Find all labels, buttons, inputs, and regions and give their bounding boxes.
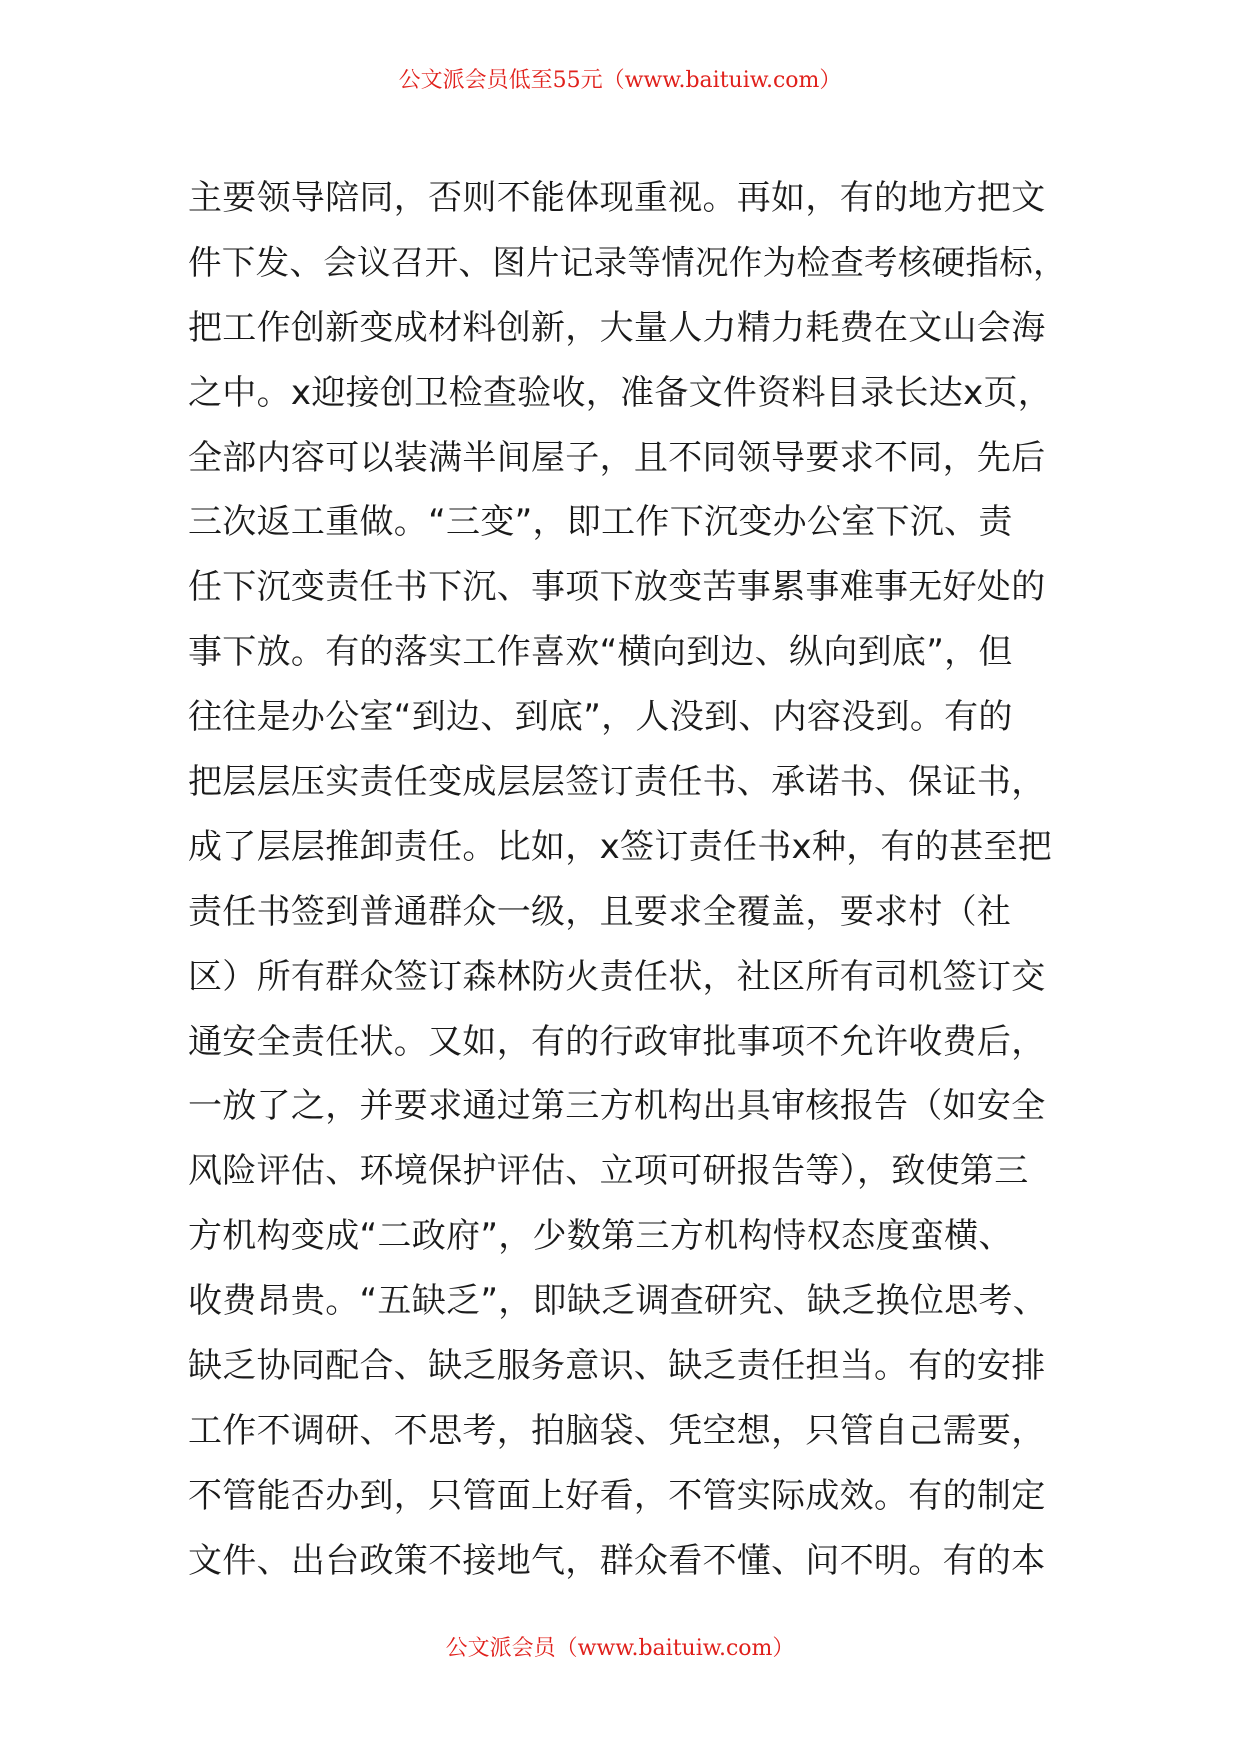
text-line: 三次返工重做。“三变”，即工作下沉变办公室下沉、责 [188,502,1013,543]
text-line: 一放了之，并要求通过第三方机构出具审核报告（如安全 [188,1086,1046,1127]
text-line: 任下沉变责任书下沉、事项下放变苦事累事难事无好处的 [188,567,1046,608]
text-line: 不管能否办到，只管面上好看，不管实际成效。有的制定 [188,1475,1046,1516]
text-line: 方机构变成“二政府”，少数第三方机构恃权态度蛮横、 [188,1216,1013,1257]
text-line: 工作不调研、不思考，拍脑袋、凭空想，只管自己需要， [188,1410,1046,1451]
header-banner: 公文派会员低至55元（www.baituiw.com） [398,68,842,93]
text-line: 件下发、会议召开、图片记录等情况作为检查考核硬指标， [188,242,1067,282]
text-line: 把工作创新变成材料创新，大量人力精力耗费在文山会海 [188,307,1046,348]
text-line: 通安全责任状。又如，有的行政审批事项不允许收费后， [188,1021,1046,1062]
text-line: 区）所有群众签订森林防火责任状，社区所有司机签订交 [188,956,1046,997]
text-line: 往往是办公室“到边、到底”，人没到、内容没到。有的 [188,697,1013,738]
text-line: 文件、出台政策不接地气，群众看不懂、问不明。有的本 [188,1540,1046,1581]
text-line: 主要领导陪同，否则不能体现重视。再如，有的地方把文 [188,178,1046,218]
text-line: 成了层层推卸责任。比如，x签订责任书x种，有的甚至把 [188,826,1053,867]
text-line: 事下放。有的落实工作喜欢“横向到边、纵向到底”，但 [188,632,1013,673]
text-line: 责任书签到普通群众一级，且要求全覆盖，要求村（社 [188,891,1012,932]
text-line: 把层层压实责任变成层层签订责任书、承诺书、保证书， [188,762,1046,803]
text-line: 之中。x迎接创卫检查验收，准备文件资料目录长达x页， [188,372,1053,413]
footer-banner: 公文派会员（www.baituiw.com） [445,1636,795,1661]
text-line: 缺乏协同配合、缺乏服务意识、缺乏责任担当。有的安排 [188,1346,1046,1387]
text-line: 收费昂贵。“五缺乏”，即缺乏调查研究、缺乏换位思考、 [188,1281,1048,1322]
text-line: 风险评估、环境保护评估、立项可研报告等），致使第三 [188,1151,1029,1192]
text-line: 全部内容可以装满半间屋子，且不同领导要求不同，先后 [188,437,1046,478]
body-text [188,166,1068,1594]
